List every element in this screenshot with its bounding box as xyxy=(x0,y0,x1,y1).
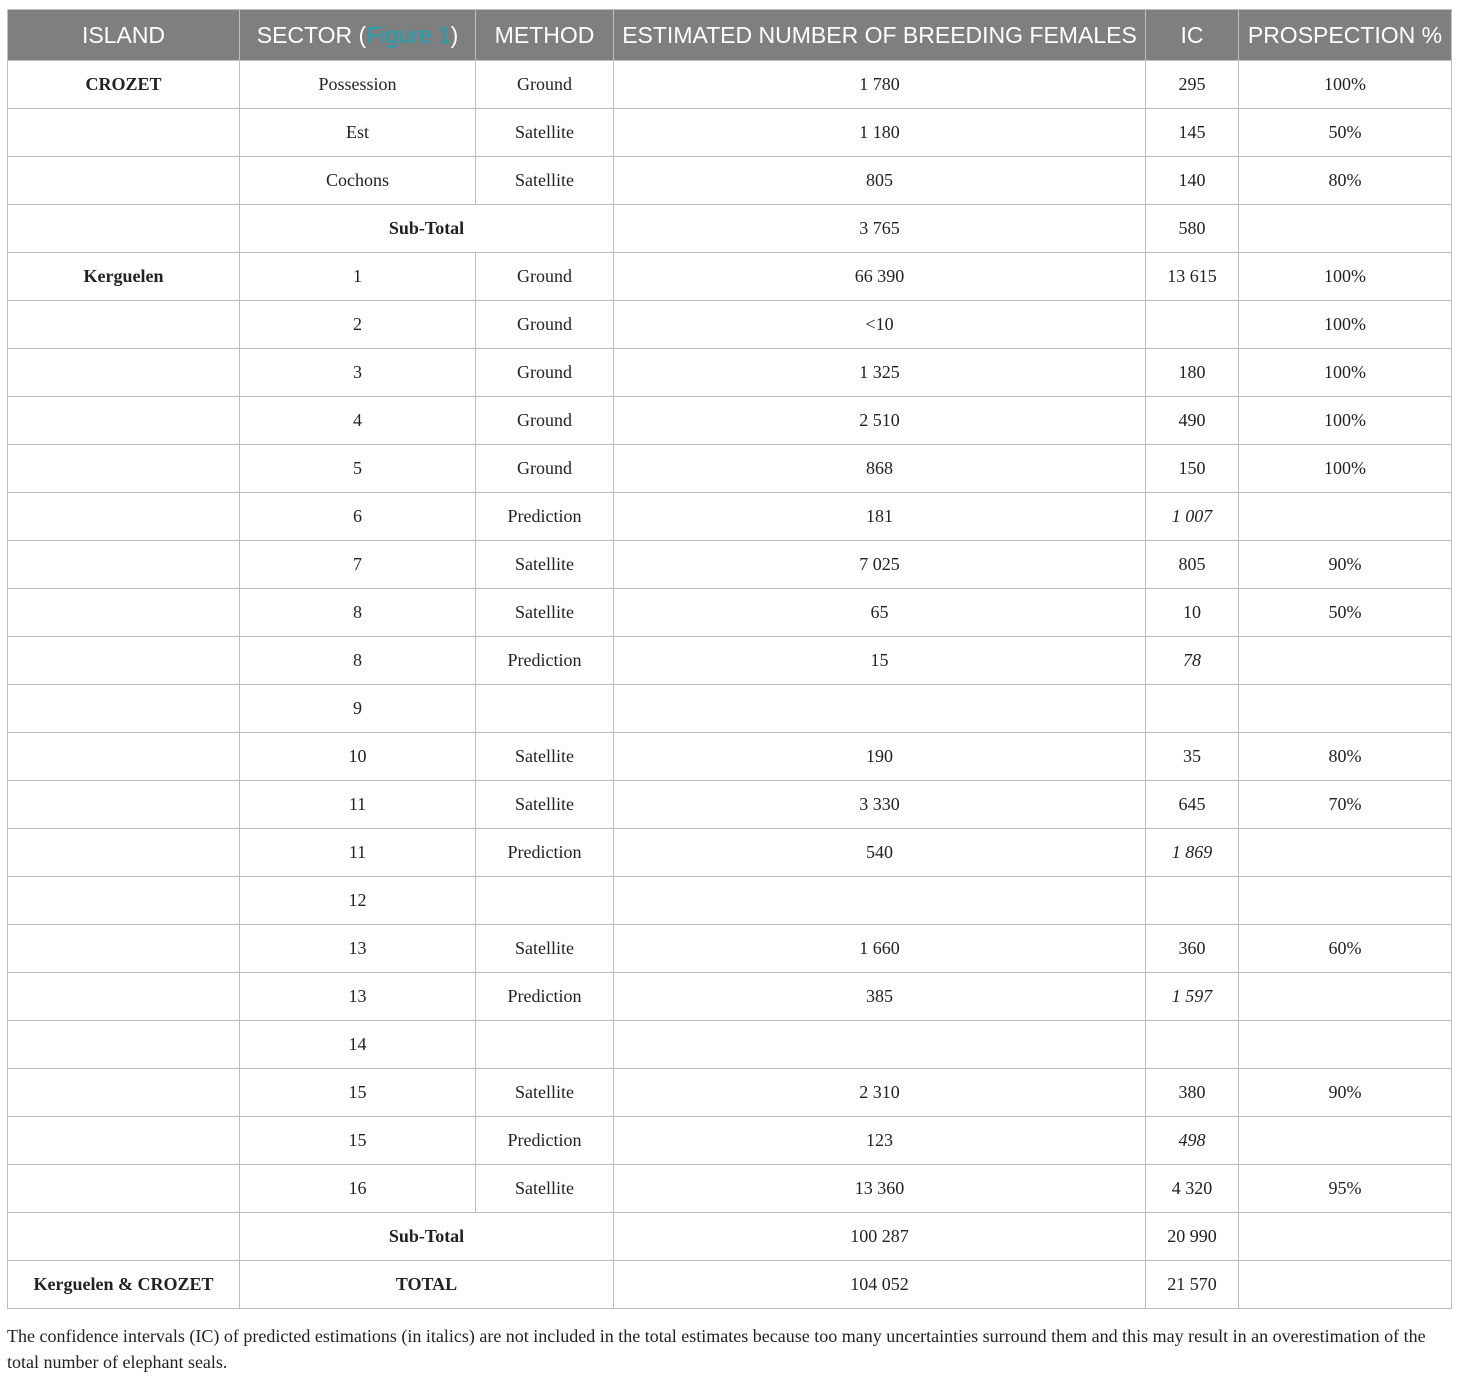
cell-sector: 13 xyxy=(240,973,476,1021)
cell-estimate: 13 360 xyxy=(614,1165,1146,1213)
table-row xyxy=(8,205,1452,253)
header-prospection: PROSPECTION % xyxy=(1239,10,1452,61)
cell-estimate: 1 780 xyxy=(614,61,1146,109)
cell-method: Ground xyxy=(476,61,614,109)
table-row xyxy=(8,1261,1452,1309)
cell-estimate: 181 xyxy=(614,493,1146,541)
cell-method: Satellite xyxy=(476,541,614,589)
breeding-females-table xyxy=(7,9,1452,1309)
table-row xyxy=(8,637,1452,685)
cell-ic: 20 990 xyxy=(1146,1213,1239,1261)
table-row xyxy=(8,589,1452,637)
cell-island xyxy=(8,925,240,973)
cell-estimate: 15 xyxy=(614,637,1146,685)
cell-estimate: 385 xyxy=(614,973,1146,1021)
cell-method: Ground xyxy=(476,301,614,349)
cell-ic: 645 xyxy=(1146,781,1239,829)
cell-sector: 5 xyxy=(240,445,476,493)
cell-island xyxy=(8,1069,240,1117)
cell-sector: 4 xyxy=(240,397,476,445)
cell-ic: 180 xyxy=(1146,349,1239,397)
cell-ic: 1 597 xyxy=(1146,973,1239,1021)
table-row xyxy=(8,493,1452,541)
cell-sector: 15 xyxy=(240,1117,476,1165)
cell-sector: 3 xyxy=(240,349,476,397)
cell-island xyxy=(8,685,240,733)
cell-ic xyxy=(1146,685,1239,733)
cell-island xyxy=(8,1117,240,1165)
cell-sector: 13 xyxy=(240,925,476,973)
cell-ic: 1 869 xyxy=(1146,829,1239,877)
cell-sector: 16 xyxy=(240,1165,476,1213)
cell-island xyxy=(8,1213,240,1261)
cell-estimate: 7 025 xyxy=(614,541,1146,589)
table-header-row xyxy=(8,10,1452,61)
table-row xyxy=(8,349,1452,397)
cell-island xyxy=(8,349,240,397)
cell-method: Prediction xyxy=(476,829,614,877)
cell-method: Prediction xyxy=(476,637,614,685)
cell-island xyxy=(8,1021,240,1069)
cell-estimate: 540 xyxy=(614,829,1146,877)
table-row xyxy=(8,157,1452,205)
table-body xyxy=(8,61,1452,1309)
cell-method: Satellite xyxy=(476,109,614,157)
cell-ic: 360 xyxy=(1146,925,1239,973)
cell-prospection xyxy=(1239,1261,1452,1309)
cell-ic: 805 xyxy=(1146,541,1239,589)
cell-prospection: 70% xyxy=(1239,781,1452,829)
cell-ic: 1 007 xyxy=(1146,493,1239,541)
cell-ic: 13 615 xyxy=(1146,253,1239,301)
cell-estimate: 3 330 xyxy=(614,781,1146,829)
cell-estimate: 2 510 xyxy=(614,397,1146,445)
cell-ic: 10 xyxy=(1146,589,1239,637)
cell-island xyxy=(8,781,240,829)
cell-method: Ground xyxy=(476,349,614,397)
cell-estimate: <10 xyxy=(614,301,1146,349)
cell-method: Prediction xyxy=(476,973,614,1021)
cell-prospection: 90% xyxy=(1239,1069,1452,1117)
cell-ic: 140 xyxy=(1146,157,1239,205)
cell-ic: 150 xyxy=(1146,445,1239,493)
cell-prospection: 100% xyxy=(1239,445,1452,493)
cell-method: Satellite xyxy=(476,1069,614,1117)
header-sector-suffix: ) xyxy=(450,21,459,48)
cell-method: Prediction xyxy=(476,1117,614,1165)
table-row xyxy=(8,397,1452,445)
cell-prospection: 100% xyxy=(1239,301,1452,349)
table-row xyxy=(8,1117,1452,1165)
cell-island xyxy=(8,157,240,205)
cell-prospection xyxy=(1239,829,1452,877)
cell-subtotal-label: Sub-Total xyxy=(240,1213,614,1261)
cell-ic: 380 xyxy=(1146,1069,1239,1117)
table-row xyxy=(8,1213,1452,1261)
header-method: METHOD xyxy=(476,10,614,61)
cell-estimate: 1 325 xyxy=(614,349,1146,397)
header-island: ISLAND xyxy=(8,10,240,61)
cell-estimate: 66 390 xyxy=(614,253,1146,301)
cell-method: Ground xyxy=(476,253,614,301)
cell-estimate: 65 xyxy=(614,589,1146,637)
table-row xyxy=(8,1069,1452,1117)
cell-prospection: 100% xyxy=(1239,349,1452,397)
cell-island xyxy=(8,541,240,589)
cell-sector: 6 xyxy=(240,493,476,541)
cell-sector: 11 xyxy=(240,781,476,829)
cell-estimate: 868 xyxy=(614,445,1146,493)
cell-ic: 4 320 xyxy=(1146,1165,1239,1213)
cell-island xyxy=(8,877,240,925)
cell-prospection xyxy=(1239,637,1452,685)
cell-method: Satellite xyxy=(476,781,614,829)
cell-ic: 35 xyxy=(1146,733,1239,781)
table-row xyxy=(8,829,1452,877)
table-row xyxy=(8,877,1452,925)
cell-estimate: 2 310 xyxy=(614,1069,1146,1117)
cell-prospection: 80% xyxy=(1239,733,1452,781)
cell-sector: 8 xyxy=(240,589,476,637)
table-row xyxy=(8,541,1452,589)
cell-estimate: 104 052 xyxy=(614,1261,1146,1309)
table-row xyxy=(8,1165,1452,1213)
cell-sector: 1 xyxy=(240,253,476,301)
cell-sector: 9 xyxy=(240,685,476,733)
cell-island xyxy=(8,493,240,541)
cell-island: Kerguelen xyxy=(8,253,240,301)
cell-prospection: 50% xyxy=(1239,109,1452,157)
cell-island xyxy=(8,205,240,253)
cell-sector: 2 xyxy=(240,301,476,349)
table-row xyxy=(8,61,1452,109)
figure-1-link[interactable]: Figure 1 xyxy=(366,21,451,48)
cell-estimate: 1 660 xyxy=(614,925,1146,973)
cell-prospection: 100% xyxy=(1239,397,1452,445)
cell-estimate: 123 xyxy=(614,1117,1146,1165)
cell-sector: 8 xyxy=(240,637,476,685)
cell-ic xyxy=(1146,1021,1239,1069)
cell-method: Satellite xyxy=(476,157,614,205)
cell-ic: 295 xyxy=(1146,61,1239,109)
cell-prospection xyxy=(1239,1021,1452,1069)
cell-subtotal-label: Sub-Total xyxy=(240,205,614,253)
cell-method: Satellite xyxy=(476,589,614,637)
cell-prospection xyxy=(1239,1117,1452,1165)
header-sector-prefix: SECTOR ( xyxy=(256,21,367,48)
cell-sector: Cochons xyxy=(240,157,476,205)
cell-estimate: 190 xyxy=(614,733,1146,781)
cell-ic: 21 570 xyxy=(1146,1261,1239,1309)
cell-island xyxy=(8,829,240,877)
cell-ic: 145 xyxy=(1146,109,1239,157)
cell-island xyxy=(8,109,240,157)
cell-estimate: 3 765 xyxy=(614,205,1146,253)
data-table-container xyxy=(7,9,1451,1309)
cell-method: Ground xyxy=(476,445,614,493)
cell-sector: 15 xyxy=(240,1069,476,1117)
cell-estimate: 1 180 xyxy=(614,109,1146,157)
cell-prospection: 80% xyxy=(1239,157,1452,205)
cell-estimate xyxy=(614,685,1146,733)
table-row xyxy=(8,685,1452,733)
cell-sector: 7 xyxy=(240,541,476,589)
table-row xyxy=(8,973,1452,1021)
cell-prospection: 90% xyxy=(1239,541,1452,589)
cell-prospection xyxy=(1239,205,1452,253)
table-row xyxy=(8,445,1452,493)
cell-estimate xyxy=(614,877,1146,925)
cell-estimate: 100 287 xyxy=(614,1213,1146,1261)
cell-prospection xyxy=(1239,685,1452,733)
cell-sector: 14 xyxy=(240,1021,476,1069)
cell-island xyxy=(8,973,240,1021)
cell-island: CROZET xyxy=(8,61,240,109)
cell-island xyxy=(8,301,240,349)
table-row xyxy=(8,109,1452,157)
cell-ic: 498 xyxy=(1146,1117,1239,1165)
cell-method: Satellite xyxy=(476,1165,614,1213)
cell-method xyxy=(476,877,614,925)
cell-ic xyxy=(1146,877,1239,925)
cell-method: Satellite xyxy=(476,733,614,781)
cell-sector: 10 xyxy=(240,733,476,781)
cell-sector: 12 xyxy=(240,877,476,925)
cell-method xyxy=(476,685,614,733)
cell-island xyxy=(8,1165,240,1213)
table-row xyxy=(8,925,1452,973)
cell-ic xyxy=(1146,301,1239,349)
cell-sector: 11 xyxy=(240,829,476,877)
table-row xyxy=(8,253,1452,301)
cell-prospection: 100% xyxy=(1239,61,1452,109)
cell-prospection xyxy=(1239,493,1452,541)
table-row xyxy=(8,301,1452,349)
cell-prospection xyxy=(1239,1213,1452,1261)
table-row xyxy=(8,1021,1452,1069)
cell-island xyxy=(8,637,240,685)
cell-prospection: 95% xyxy=(1239,1165,1452,1213)
cell-sector: Est xyxy=(240,109,476,157)
cell-method: Ground xyxy=(476,397,614,445)
cell-ic: 78 xyxy=(1146,637,1239,685)
cell-ic: 580 xyxy=(1146,205,1239,253)
cell-method: Prediction xyxy=(476,493,614,541)
cell-prospection: 50% xyxy=(1239,589,1452,637)
cell-island xyxy=(8,397,240,445)
cell-prospection: 60% xyxy=(1239,925,1452,973)
header-sector xyxy=(240,10,476,61)
cell-prospection xyxy=(1239,877,1452,925)
table-footnote: The confidence intervals (IC) of predicted estimations (in italics) are not included in the total estimates because too many uncertainties surround them and this may result in an overestimation of the total number of elephant seals. xyxy=(7,1326,1426,1372)
cell-method: Satellite xyxy=(476,925,614,973)
cell-subtotal-label: TOTAL xyxy=(240,1261,614,1309)
table-row xyxy=(8,733,1452,781)
cell-prospection: 100% xyxy=(1239,253,1452,301)
table-row xyxy=(8,781,1452,829)
cell-estimate: 805 xyxy=(614,157,1146,205)
cell-sector: Possession xyxy=(240,61,476,109)
cell-method xyxy=(476,1021,614,1069)
cell-island xyxy=(8,733,240,781)
cell-island: Kerguelen & CROZET xyxy=(8,1261,240,1309)
cell-estimate xyxy=(614,1021,1146,1069)
cell-prospection xyxy=(1239,973,1452,1021)
header-ic: IC xyxy=(1146,10,1239,61)
cell-island xyxy=(8,445,240,493)
header-estimated: ESTIMATED NUMBER OF BREEDING FEMALES xyxy=(614,10,1146,61)
cell-island xyxy=(8,589,240,637)
cell-ic: 490 xyxy=(1146,397,1239,445)
